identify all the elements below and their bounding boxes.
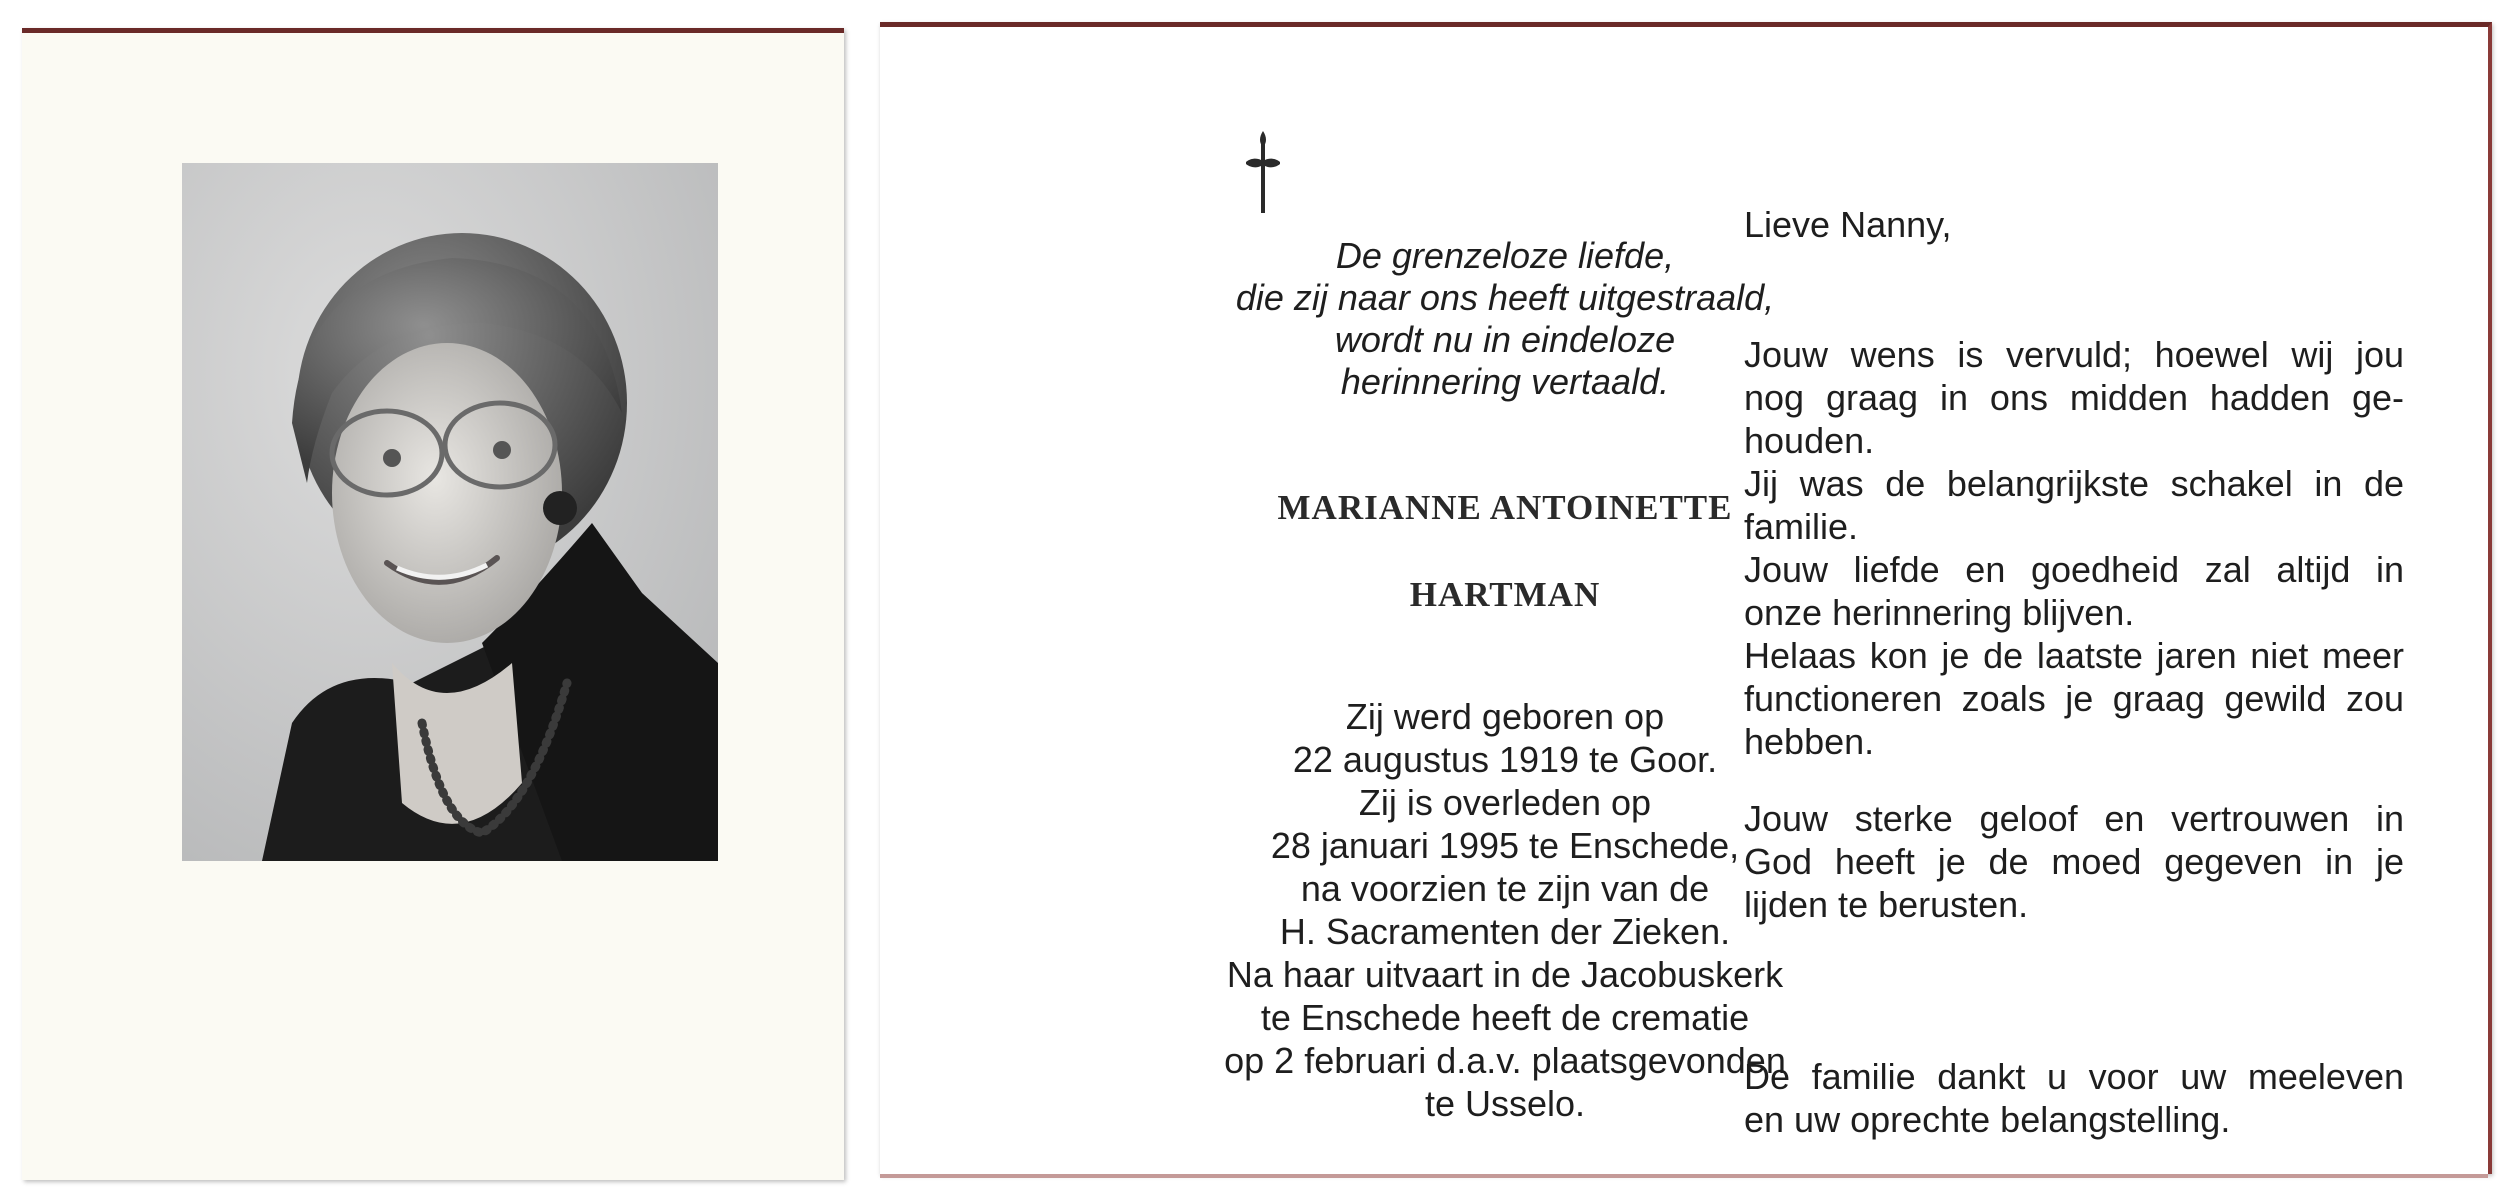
letter-line: Helaas kon je de laatste jaren niet meer — [1744, 635, 2404, 676]
letter-salutation: Lieve Nanny, — [1744, 204, 1952, 245]
letter-line: familie. — [1744, 506, 1859, 547]
bio-line: H. Sacramenten der Zieken. — [1279, 911, 1731, 952]
bio-line: na voorzien te zijn van de — [1300, 868, 1710, 909]
bio-line: 28 januari 1995 te Enschede, — [1270, 825, 1740, 866]
bio-line: Zij werd geboren op — [1345, 696, 1665, 737]
portrait-photo — [182, 163, 718, 861]
poem-line: De grenzeloze liefde, — [1335, 235, 1675, 276]
poem-line: die zij naar ons heeft uitgestraald, — [1235, 277, 1775, 318]
cross-icon — [1242, 129, 1284, 215]
memorial-text-panel — [880, 22, 2492, 1174]
letter-paragraph-1 — [1744, 333, 2404, 763]
letter-line: Jouw sterke geloof en vertrouwen in — [1744, 798, 2404, 839]
letter-line: De familie dankt u voor uw meeleven — [1744, 1056, 2404, 1097]
deceased-surname: HARTMAN — [1409, 575, 1601, 614]
bio-line: 22 augustus 1919 te Goor. — [1292, 739, 1718, 780]
letter-line: en uw oprechte belangstelling. — [1744, 1099, 2231, 1140]
letter-line: Jouw wens is vervuld; hoewel wij jou — [1744, 334, 2404, 375]
bio-line: Na haar uitvaart in de Jacobuskerk — [1226, 954, 1784, 995]
photo-card-panel — [22, 28, 844, 1180]
letter-line: hebben. — [1744, 721, 1875, 762]
letter-line: onze herinnering blijven. — [1744, 592, 2135, 633]
poem-line: wordt nu in eindeloze — [1334, 319, 1676, 360]
letter-closing — [1744, 1055, 2404, 1141]
letter-line: Jij was de belangrijkste schakel in de — [1744, 463, 2404, 504]
letter-line: Jouw liefde en goedheid zal altijd in — [1744, 549, 2404, 590]
portrait-illustration — [182, 163, 718, 861]
letter-line: houden. — [1744, 420, 1875, 461]
letter-line: God heeft je de moed gegeven in je — [1744, 841, 2404, 882]
bio-line: Zij is overleden op — [1358, 782, 1652, 823]
deceased-first-names: MARIANNE ANTOINETTE — [1277, 488, 1733, 527]
letter-line: lijden te berusten. — [1744, 884, 2029, 925]
letter-paragraph-2 — [1744, 797, 2404, 926]
bio-line: te Enschede heeft de crematie — [1260, 997, 1750, 1038]
letter-line: nog graag in ons midden hadden ge- — [1744, 377, 2404, 418]
bio-line: op 2 februari d.a.v. plaatsgevonden — [1224, 1040, 1786, 1081]
poem-line: herinnering vertaald. — [1340, 361, 1670, 402]
letter-line: functioneren zoals je graag gewild zou — [1744, 678, 2404, 719]
bio-line: te Usselo. — [1424, 1083, 1586, 1124]
